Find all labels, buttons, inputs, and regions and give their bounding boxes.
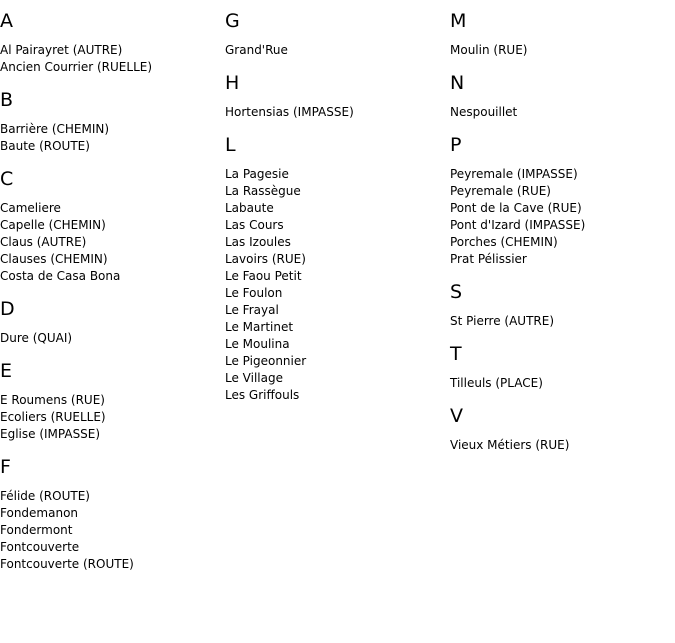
street-list: [0, 121, 225, 155]
street-item[interactable]: Fontcouverte (ROUTE): [0, 557, 134, 571]
street-item[interactable]: Claus (AUTRE): [0, 235, 87, 249]
street-item[interactable]: Peyremale (RUE): [450, 184, 551, 198]
index-column-2: [225, 10, 450, 417]
letter-group: [450, 343, 675, 392]
street-list: [450, 42, 675, 59]
letter-group: [0, 89, 225, 155]
street-item[interactable]: Lavoirs (RUE): [225, 252, 306, 266]
street-item[interactable]: Porches (CHEMIN): [450, 235, 558, 249]
letter-heading: D: [0, 298, 15, 320]
street-item[interactable]: Cameliere: [0, 201, 61, 215]
letter-heading: S: [450, 281, 463, 303]
street-list: [0, 330, 225, 347]
street-item[interactable]: Nespouillet: [450, 105, 518, 119]
street-item[interactable]: Pont d'Izard (IMPASSE): [450, 218, 586, 232]
street-item[interactable]: Ancien Courrier (RUELLE): [0, 60, 153, 74]
letter-group: [450, 10, 675, 59]
street-item[interactable]: Le Pigeonnier: [225, 354, 307, 368]
letter-heading: A: [0, 10, 13, 32]
street-list: [450, 104, 675, 121]
street-list: [0, 42, 225, 76]
street-list: [0, 488, 225, 573]
street-item[interactable]: Peyremale (IMPASSE): [450, 167, 578, 181]
street-item[interactable]: Le Moulina: [225, 337, 290, 351]
street-item[interactable]: Moulin (RUE): [450, 43, 528, 57]
street-item[interactable]: Las Cours: [225, 218, 284, 232]
letter-group: [450, 72, 675, 121]
street-item[interactable]: La Rassègue: [225, 184, 301, 198]
street-item[interactable]: St Pierre (AUTRE): [450, 314, 555, 328]
street-item[interactable]: Le Foulon: [225, 286, 283, 300]
street-item[interactable]: Las Izoules: [225, 235, 291, 249]
letter-group: [225, 72, 450, 121]
letter-group: [0, 168, 225, 285]
street-list: [450, 437, 675, 454]
letter-heading: G: [225, 10, 240, 32]
street-item[interactable]: Baute (ROUTE): [0, 139, 90, 153]
street-item[interactable]: E Roumens (RUE): [0, 393, 105, 407]
street-item[interactable]: Le Faou Petit: [225, 269, 302, 283]
letter-heading: V: [450, 405, 463, 427]
street-item[interactable]: La Pagesie: [225, 167, 289, 181]
street-list: [0, 392, 225, 443]
street-item[interactable]: Eglise (IMPASSE): [0, 427, 101, 441]
letter-heading: N: [450, 72, 465, 94]
letter-heading: E: [0, 360, 13, 382]
street-item[interactable]: Dure (QUAI): [0, 331, 73, 345]
street-list: [450, 375, 675, 392]
letter-heading: F: [0, 456, 11, 478]
street-list: [225, 42, 450, 59]
street-item[interactable]: Clauses (CHEMIN): [0, 252, 108, 266]
letter-group: [0, 298, 225, 347]
street-list: [225, 166, 450, 404]
letter-group: [225, 10, 450, 59]
street-item[interactable]: Fondermont: [0, 523, 73, 537]
street-item[interactable]: Le Village: [225, 371, 283, 385]
street-item[interactable]: Les Griffouls: [225, 388, 300, 402]
letter-heading: L: [225, 134, 236, 156]
street-item[interactable]: Le Martinet: [225, 320, 294, 334]
street-item[interactable]: Fontcouverte: [0, 540, 80, 554]
street-item[interactable]: Capelle (CHEMIN): [0, 218, 106, 232]
street-list: [450, 166, 675, 268]
street-item[interactable]: Vieux Métiers (RUE): [450, 438, 570, 452]
letter-heading: P: [450, 134, 462, 156]
index-column-1: [0, 10, 225, 586]
street-item[interactable]: Pont de la Cave (RUE): [450, 201, 582, 215]
letter-heading: M: [450, 10, 467, 32]
street-item[interactable]: Hortensias (IMPASSE): [225, 105, 354, 119]
letter-group: [450, 405, 675, 454]
letter-heading: H: [225, 72, 240, 94]
street-item[interactable]: Le Frayal: [225, 303, 279, 317]
letter-group: [0, 456, 225, 573]
street-list: [450, 313, 675, 330]
index-column-3: [450, 10, 675, 467]
street-item[interactable]: Costa de Casa Bona: [0, 269, 121, 283]
letter-group: [225, 134, 450, 404]
street-item[interactable]: Al Pairayret (AUTRE): [0, 43, 123, 57]
street-item[interactable]: Ecoliers (RUELLE): [0, 410, 106, 424]
street-item[interactable]: Prat Pélissier: [450, 252, 527, 266]
letter-heading: C: [0, 168, 14, 190]
letter-group: [0, 10, 225, 76]
street-list: [225, 104, 450, 121]
letter-group: [450, 134, 675, 268]
letter-heading: T: [450, 343, 462, 365]
street-item[interactable]: Labaute: [225, 201, 274, 215]
street-item[interactable]: Barrière (CHEMIN): [0, 122, 110, 136]
street-item[interactable]: Grand'Rue: [225, 43, 288, 57]
letter-group: [450, 281, 675, 330]
letter-heading: B: [0, 89, 14, 111]
street-item[interactable]: Tilleuls (PLACE): [450, 376, 543, 390]
street-item[interactable]: Fondemanon: [0, 506, 79, 520]
letter-group: [0, 360, 225, 443]
street-list: [0, 200, 225, 285]
street-item[interactable]: Félide (ROUTE): [0, 489, 90, 503]
